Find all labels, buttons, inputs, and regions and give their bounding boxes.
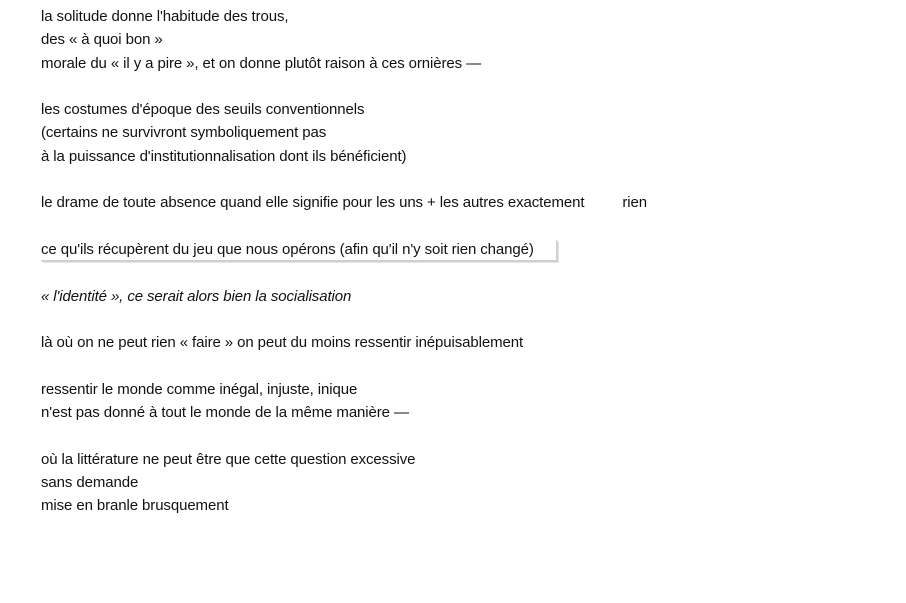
stanza-7: [41, 378, 891, 425]
poem-line: (certains ne survivront symboliquement pas: [41, 124, 327, 142]
poem-line: sans demande: [41, 473, 139, 491]
poem-line: morale du « il y a pire », et on donne plutôt raison à ces ornières —: [41, 54, 482, 72]
poem-line: la solitude donne l'habitude des trous,: [41, 8, 289, 25]
poem-text: [41, 5, 891, 518]
poem-line: [41, 238, 891, 261]
poem-line-italic: « l'identité », ce serait alors bien la socialisation: [41, 287, 352, 305]
stanza-8: [41, 448, 891, 518]
stanza-gap: [41, 75, 891, 98]
poem-line: des « à quoi bon »: [41, 31, 163, 49]
stanza-gap: [41, 168, 891, 191]
poem-line-main: le drame de toute absence quand elle signifie pour les uns + les autres exactement: [41, 194, 585, 212]
stanza-1: [41, 5, 891, 75]
poem-line: là où on ne peut rien « faire » on peut du moins ressentir inépuisablement: [41, 334, 524, 352]
framed-line: ce qu'ils récupèrent du jeu que nous opérons (afin qu'il n'y soit rien changé): [41, 240, 557, 261]
poem-line: ressentir le monde comme inégal, injuste, inique: [41, 380, 358, 398]
poem-line: à la puissance d'institutionnalisation dont ils bénéficient): [41, 147, 407, 165]
poem-line-tail: rien: [622, 194, 648, 212]
poem-line: mise en branle brusquement: [41, 497, 229, 515]
stanza-5: [41, 285, 891, 308]
stanza-gap: [41, 308, 891, 331]
stanza-3: [41, 191, 891, 214]
stanza-gap: [41, 424, 891, 447]
stanza-gap: [41, 354, 891, 377]
stanza-6: [41, 331, 891, 354]
poem-line: n'est pas donné à tout le monde de la même manière —: [41, 404, 409, 422]
poem-line: les costumes d'époque des seuils conventionnels: [41, 101, 365, 119]
poem-line: où la littérature ne peut être que cette question excessive: [41, 450, 416, 468]
stanza-4: [41, 238, 891, 261]
poem-line: [41, 191, 891, 214]
stanza-2: [41, 98, 891, 168]
stanza-gap: [41, 215, 891, 238]
stanza-gap: [41, 261, 891, 284]
